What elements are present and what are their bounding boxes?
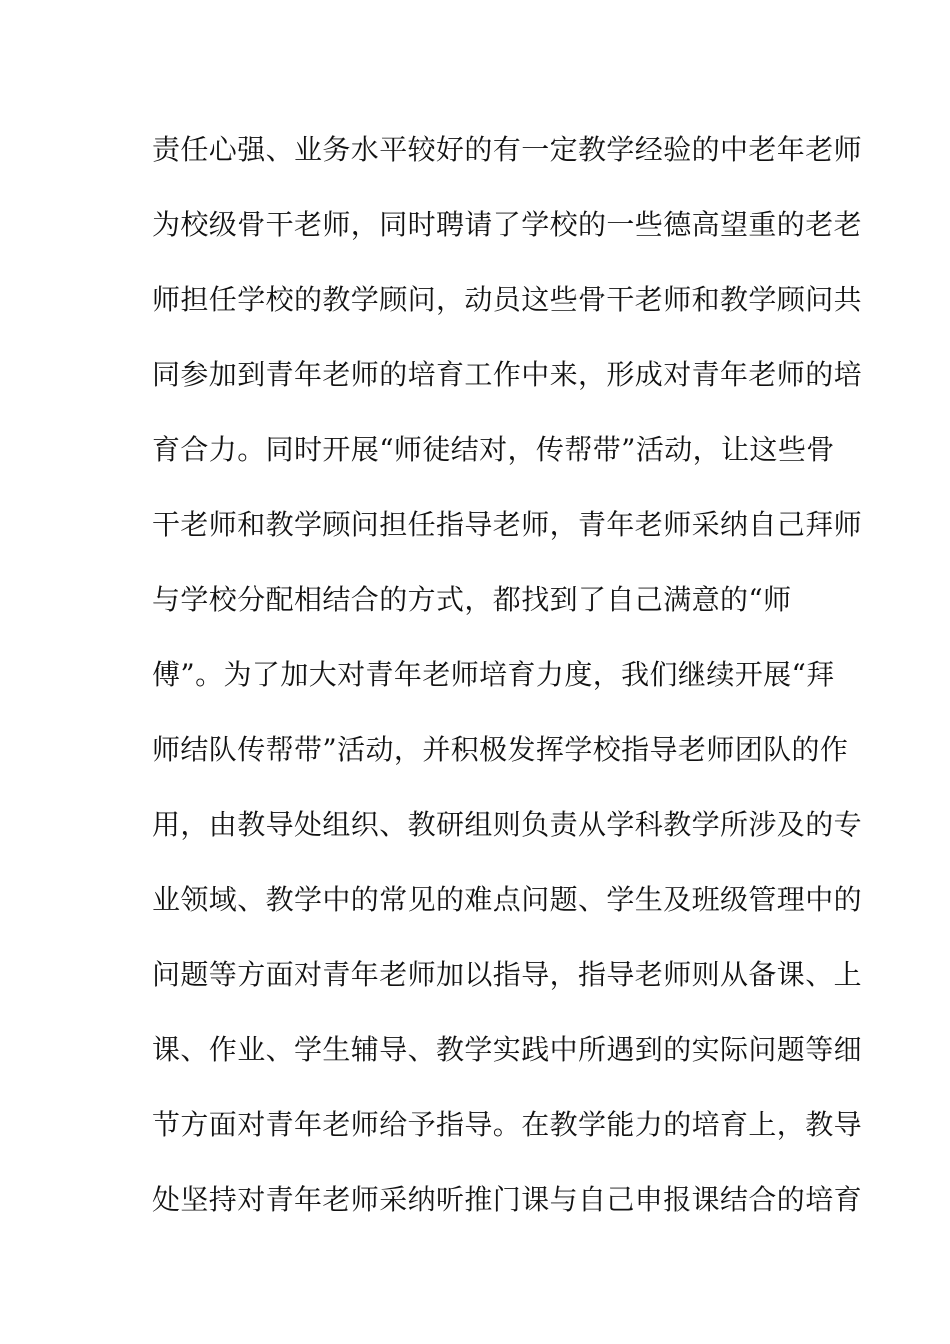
text-line: 责任心强、业务水平较好的有一定教学经验的中老年老师 [152,133,863,166]
text-line: 问题等方面对青年老师加以指导，指导老师则从备课、上 [152,958,863,991]
text-line: 处坚持对青年老师采纳听推门课与自己申报课结合的培育 [152,1183,863,1216]
text-line: 业领域、教学中的常见的难点问题、学生及班级管理中的 [152,883,863,916]
text-line: 育合力。同时开展“师徒结对，传帮带”活动，让这些骨 [152,433,835,466]
text-line: 干老师和教学顾问担任指导老师，青年老师采纳自己拜师 [152,508,863,541]
text-line: 师结队传帮带”活动，并积极发挥学校指导老师团队的作 [152,733,849,766]
text-line: 课、作业、学生辅导、教学实践中所遇到的实际问题等细 [152,1033,863,1066]
text-line: 师担任学校的教学顾问，动员这些骨干老师和教学顾问共 [152,283,863,316]
body-paragraph [152,127,863,1252]
text-line: 用，由教导处组织、教研组则负责从学科教学所涉及的专 [152,808,863,841]
text-line: 节方面对青年老师给予指导。在教学能力的培育上，教导 [152,1108,863,1141]
text-line: 傅”。为了加大对青年老师培育力度，我们继续开展“拜 [152,658,835,691]
text-line: 与学校分配相结合的方式，都找到了自己满意的“师 [152,583,792,616]
text-line: 同参加到青年老师的培育工作中来，形成对青年老师的培 [152,358,863,391]
text-line: 为校级骨干老师，同时聘请了学校的一些德高望重的老老 [152,208,863,241]
